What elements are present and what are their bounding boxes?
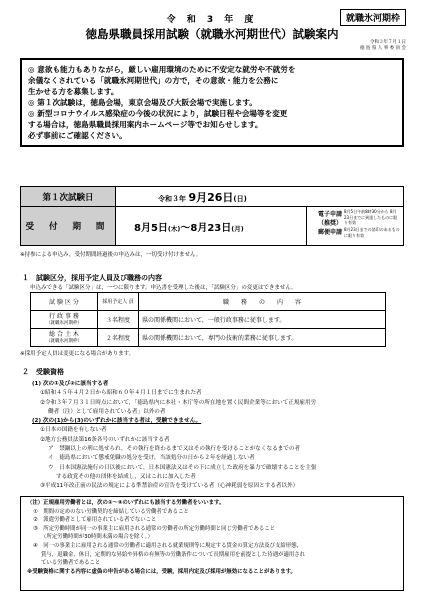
- eligibility-line: (2) 次の(1)から(3)のいずれかに該当する者は，受験できません。: [32, 418, 202, 425]
- category-table: [30, 292, 386, 347]
- eligibility-line: ③平成11年改正前の民法の規定による準禁治産の宣告を受けている者（心神耗弱を原因とする者以外）: [40, 483, 299, 490]
- col-duty: 職 務 の 内 容: [139, 293, 386, 311]
- app-end-weekday: (月): [231, 224, 244, 233]
- eligibility-line: 働者（注）として雇用されている者」以外の者: [48, 408, 166, 415]
- eligibility-list: [26, 380, 404, 492]
- eligibility-line: する政党その他の団体を結成し，又はこれに加入した者: [56, 473, 196, 480]
- exam-date-prefix: 令和３年: [158, 194, 186, 203]
- postal-application: [310, 227, 400, 243]
- schedule-table: [20, 186, 404, 246]
- col-count: 採用予定人 員: [98, 293, 139, 311]
- duty-cell: 県の関係機関において，専門の技術的業務に従事します。: [139, 329, 386, 347]
- labor-item: ① 期間の定めのない労働契約を締結している労働者であること: [33, 508, 189, 515]
- notice-line: ◎ 新型コロナウイルス感染症の今後の状況により，試験日程や会場等を変更: [28, 109, 288, 118]
- category-name: 総 合 土 木: [49, 330, 79, 338]
- section2-heading: ２ 受験資格: [22, 368, 64, 376]
- section1-heading: １ 試験区分，採用予定人員及び職務の内容: [22, 274, 162, 282]
- notice-line: する場合は，徳島県職員採用案内ホームページ等でお知らせします。: [28, 120, 263, 129]
- notice-line: 必ず事前にご確認ください。: [28, 131, 127, 140]
- app-separator: ～: [180, 222, 191, 234]
- issue-date: 令和３年７月１日: [370, 40, 406, 45]
- labor-item: ている労働者であること: [41, 560, 101, 567]
- exam-date-label: 第１次試験日: [21, 187, 116, 207]
- application-methods: [307, 207, 404, 246]
- category-cell: [31, 329, 98, 347]
- category-sub: （就職氷河期枠）: [46, 320, 82, 326]
- exam-weekday: (日): [233, 194, 247, 203]
- labor-title: （注）正規雇用労働者とは，次の①～④のいずれにも該当する労働者をいいます。: [27, 500, 225, 506]
- exam-date: 9月26日: [188, 190, 234, 204]
- eligibility-line: ②令和３年７月３１日時点において，「徳島県内に本社・本庁等の所在地を置く民間企業等において正規雇用労: [40, 399, 317, 406]
- labor-final-note: ※受験資格に関する内容に虚偽の申告がある場合には，受験，採用内定及び採用が無効になることがあります。: [27, 568, 296, 575]
- notice-box: [20, 58, 404, 147]
- col-category: 試 験 区 分: [31, 293, 98, 311]
- notice-line: ◎ 第１次試験は，徳島会場，東京会場及び大阪会場で実施します。: [28, 98, 257, 107]
- method-detail: 8月5日午前8時30分から 8月23日までに到達したものに限り有効: [344, 209, 398, 225]
- online-application: [310, 209, 400, 227]
- eligibility-line: ウ 日本国憲法施行の日以後において，日本国憲法又はその下に成立した政府を暴力で破壊することを主張: [48, 464, 317, 471]
- application-period-label: 受 付 期 間: [21, 207, 116, 246]
- category-cell: [31, 311, 98, 329]
- section1-note: 申込みできる「試験区分」は，一つに限ります。申込書を受理した後は，「試験区分」の変更はできません。: [30, 285, 297, 291]
- count-cell: ２名程度: [98, 329, 139, 347]
- eligibility-line: ①日本の国籍を有しない者: [40, 427, 107, 434]
- labor-item: ② 派遣労働者として雇用されている者でないこと: [33, 517, 157, 524]
- labor-definition-box: [20, 496, 404, 591]
- method-sub: （推奨）: [317, 220, 342, 227]
- issuer: 徳 島 県 人 事 委 員 会: [359, 46, 406, 51]
- app-start-weekday: (木): [167, 224, 181, 233]
- category-name: 行 政 事 務: [49, 312, 79, 320]
- table-row: [31, 329, 386, 347]
- eligibility-line: イ 徳島県において懲戒免職の処分を受け，当該処分の日から２年を経過しない者: [48, 455, 255, 462]
- count-cell: ３名程度: [98, 311, 139, 329]
- labor-item: ③ 所定労働時間が同一の事業主に雇用される通常の労働者の所定労働時間と同じ労働者であること: [33, 525, 276, 532]
- eligibility-line: ②地方公務員法第16条各号のいずれかに該当する者: [40, 436, 170, 443]
- labor-item: ④ 同一の事業主に雇用される通常の労働者に適用される就業規則等に規定する賃金の算定方法及び支給形態，: [33, 542, 302, 549]
- schedule-note: ※持参による申込み，受付期間経過後の申込みは，一切受け付けません。: [20, 252, 202, 258]
- exam-date-value: [116, 187, 404, 207]
- eligibility-line: ①昭和４５年４月２日から昭和６０年４月１日までに生まれた者: [40, 390, 202, 397]
- notice-line: 余儀なくされている「就職氷河期世代」の方で，その意欲・能力を公務に: [28, 76, 279, 85]
- notice-line: ◎ 意欲も能力もありながら，厳しい雇用環境のために不安定な就労や不就労を: [28, 65, 296, 74]
- method-name: 郵便申請: [317, 229, 342, 236]
- table-row: [31, 311, 386, 329]
- eligibility-line: (1) 次の①及び②に該当する者: [32, 381, 109, 387]
- app-end: 8月23日: [190, 222, 232, 234]
- method-name: 電子申請: [317, 211, 342, 218]
- duty-cell: 県の関係機関において，一般行政事務に従事します。: [139, 311, 386, 329]
- fiscal-year: 令 和 3 年 度: [166, 15, 258, 25]
- page-title: 徳島県職員採用試験（就職氷河期世代）試験案内: [85, 27, 339, 41]
- section1-footnote: ※採用予定人員は変更になる場合があります。: [20, 351, 135, 357]
- application-period: [116, 207, 307, 246]
- labor-item: 賞与，退職金，休日，定期的な昇給や昇格の有無等の労働条件について長期雇用を前提とした待遇が適用され: [41, 551, 306, 558]
- notice-line: 生かせる方を募集します。: [28, 87, 119, 96]
- eligibility-line: ア 禁錮以上の刑に処せられ，その執行を終わるまで又はその執行を受けることがなくなるまでの者: [48, 446, 301, 453]
- method-detail: 8月23日までの消印のあるものに限り有効: [344, 227, 400, 238]
- category-sub: （就職氷河期枠）: [46, 338, 82, 344]
- category-badge: 就職氷河期枠: [340, 9, 406, 26]
- app-start: 8月5日: [134, 222, 168, 234]
- issue-info: [360, 40, 406, 52]
- labor-item: （所定労働時間が30時間未満の場合を除く。）: [41, 534, 153, 541]
